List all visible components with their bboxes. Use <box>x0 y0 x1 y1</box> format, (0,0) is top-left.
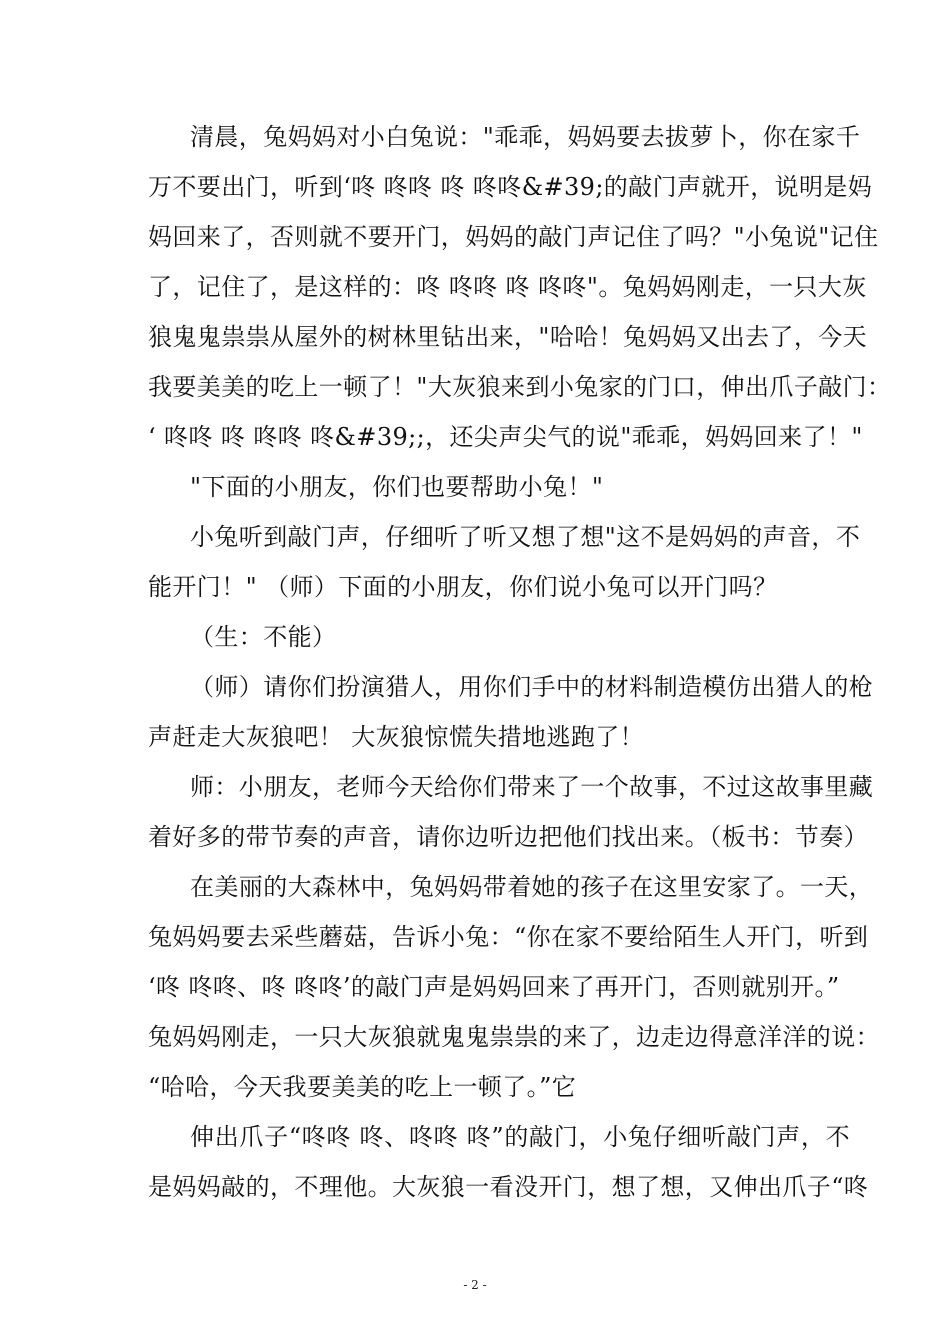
text-line: "下面的小朋友，你们也要帮助小兔！" <box>190 473 604 501</box>
text-line: 着好多的带节奏的声音，请你边听边把他们找出来。（板书：节奏） <box>148 823 868 851</box>
text-line: ‘ 咚咚 咚 咚咚 咚&#39;;，还尖声尖气的说"乖乖，妈妈回来了！" <box>148 423 863 451</box>
text-line: （师）请你们扮演猎人，用你们手中的材料制造模仿出猎人的枪 <box>190 673 874 701</box>
text-line: 小兔听到敲门声，仔细听了听又想了想"这不是妈妈的声音，不 <box>190 523 861 551</box>
text-line: “哈哈，今天我要美美的吃上一顿了。”它 <box>148 1073 577 1101</box>
text-line: 了，记住了，是这样的：咚 咚咚 咚 咚咚"。兔妈妈刚走，一只大灰 <box>148 273 867 301</box>
page-number: - 2 - <box>463 1278 487 1292</box>
text-line: 声赶走大灰狼吧！ 大灰狼惊慌失措地逃跑了！ <box>148 723 645 751</box>
text-line: 在美丽的大森林中，兔妈妈带着她的孩子在这里安家了。一天， <box>190 873 874 901</box>
text-line: 兔妈妈要去采些蘑菇，告诉小兔：“你在家不要给陌生人开门，听到 <box>148 923 869 951</box>
text-line: （生：不能） <box>190 623 337 651</box>
text-line: 狼鬼鬼祟祟从屋外的树林里钻出来，"哈哈！兔妈妈又出去了，今天 <box>148 323 868 351</box>
text-line: 能开门！" （师）下面的小朋友，你们说小兔可以开门吗？ <box>148 573 778 601</box>
text-line: 清晨，兔妈妈对小白兔说："乖乖，妈妈要去拔萝卜，你在家千 <box>190 123 861 151</box>
text-line: 妈回来了，否则就不要开门，妈妈的敲门声记住了吗？"小兔说"记住 <box>148 223 879 251</box>
text-line: 是妈妈敲的，不理他。大灰狼一看没开门，想了想，又伸出爪子“咚 <box>148 1173 869 1201</box>
text-line: 师：小朋友，老师今天给你们带来了一个故事，不过这故事里藏 <box>190 773 874 801</box>
text-line: 兔妈妈刚走，一只大灰狼就鬼鬼祟祟的来了，边走边得意洋洋的说： <box>148 1023 880 1051</box>
text-line: 万不要出门，听到‘咚 咚咚 咚 咚咚&#39;的敲门声就开，说明是妈 <box>148 173 873 201</box>
text-line: 伸出爪子“咚咚 咚、咚咚 咚”的敲门，小兔仔细听敲门声，不 <box>190 1123 850 1151</box>
text-line: ‘咚 咚咚、咚 咚咚’的敲门声是妈妈回来了再开门，否则就别开。” <box>148 973 840 1001</box>
text-line: 我要美美的吃上一顿了！"大灰狼来到小兔家的门口，伸出爪子敲门： <box>148 373 892 401</box>
